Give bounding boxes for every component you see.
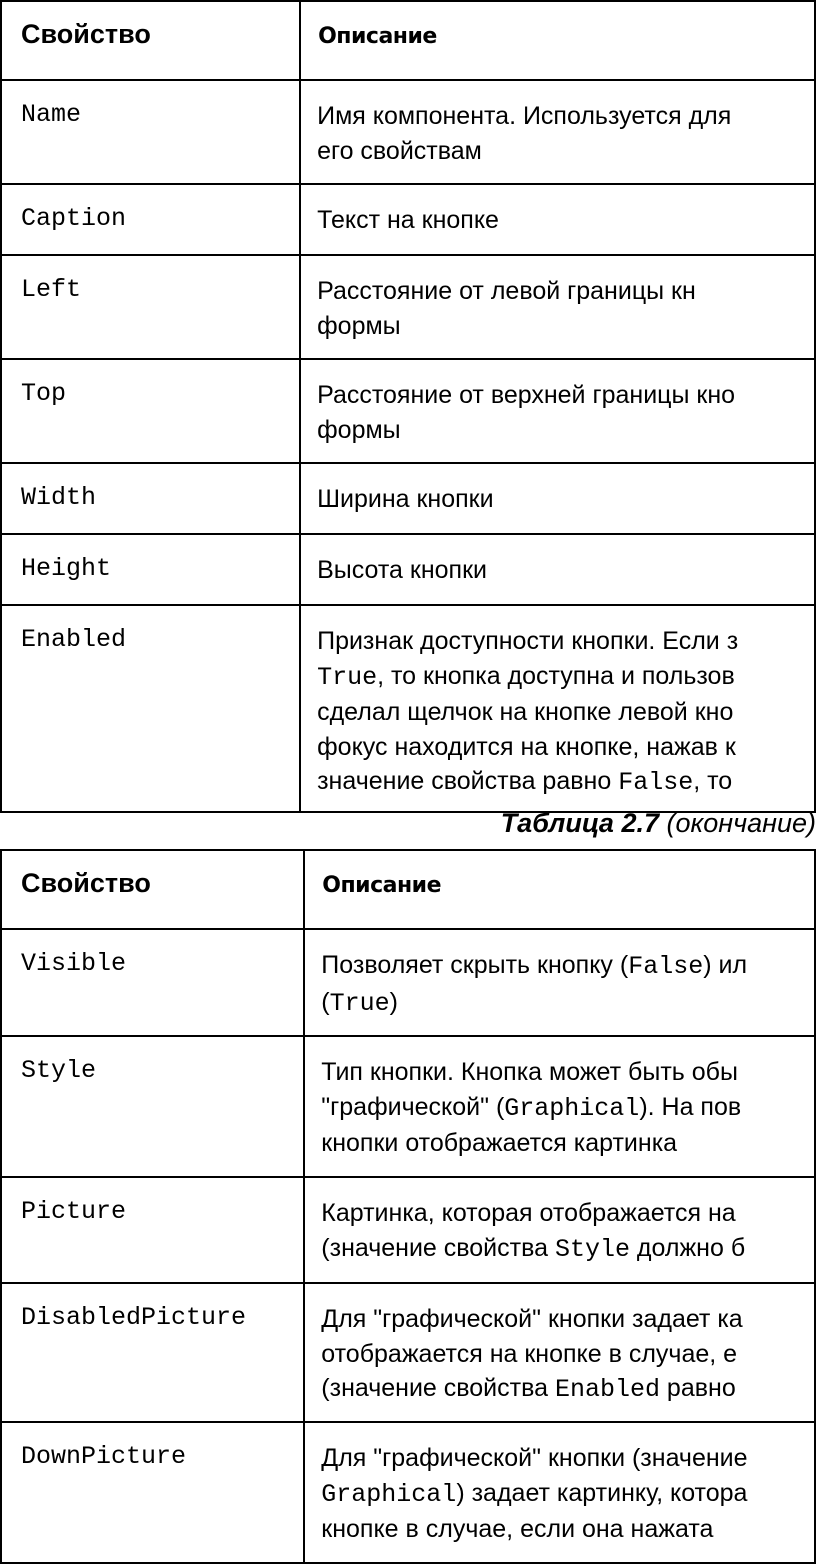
code-span: Graphical	[504, 1093, 640, 1123]
property-description	[305, 1037, 814, 1161]
property-name: Caption	[21, 204, 127, 233]
property-description	[301, 464, 814, 517]
description-line: Расстояние от левой границы кн	[317, 277, 696, 305]
property-description	[301, 535, 814, 588]
description-line: кнопке в случае, если она нажата	[321, 1515, 714, 1543]
property-description	[305, 1178, 814, 1267]
description-line: (значение свойства Enabled равно	[321, 1374, 736, 1404]
property-description	[305, 1284, 814, 1408]
table-row	[1, 1177, 815, 1283]
table-row	[1, 80, 815, 184]
property-name: DownPicture	[21, 1442, 187, 1471]
description-line: формы	[317, 311, 401, 340]
description-line: его свойствам	[317, 136, 482, 165]
table-row	[1, 534, 815, 605]
description-line: True, то кнопка доступна и пользов	[317, 661, 735, 692]
property-name: Name	[21, 100, 82, 129]
code-span: Enabled	[554, 1375, 660, 1404]
property-description	[301, 81, 814, 168]
code-span: Graphical	[321, 1479, 457, 1509]
description-line: Для "графической" кнопки (значение	[321, 1444, 748, 1472]
description-line: Признак доступности кнопки. Если з	[317, 627, 739, 655]
property-name: Visible	[21, 949, 127, 978]
description-line: Позволяет скрыть кнопку (False) ил	[321, 951, 748, 981]
description-line: фокус находится на кнопке, нажав к	[317, 732, 736, 761]
property-name: Width	[21, 483, 97, 512]
table-row	[1, 1422, 815, 1563]
property-name: Picture	[21, 1197, 127, 1226]
property-description	[301, 360, 814, 447]
properties-table-bottom	[0, 849, 816, 1564]
table-row	[1, 1283, 815, 1422]
header-description: Описание	[318, 24, 437, 49]
table-row	[1, 929, 815, 1036]
description-line: Картинка, которая отображается на	[321, 1199, 736, 1227]
description-line: сделал щелчок на кнопке левой кно	[317, 698, 734, 726]
table-row	[1, 463, 815, 534]
code-span: True	[329, 988, 390, 1018]
property-name: Left	[21, 275, 82, 304]
description-line: Расстояние от верхней границы кно	[317, 381, 736, 409]
description-line: (значение свойства Style должно б	[321, 1233, 746, 1264]
description-line: Имя компонента. Используется для	[317, 102, 732, 130]
header-property: Свойство	[21, 19, 151, 49]
description-line: Для "графической" кнопки задает ка	[321, 1305, 743, 1333]
table-row	[1, 184, 815, 255]
property-description	[301, 256, 814, 343]
property-name: Style	[21, 1056, 97, 1085]
code-span: False	[628, 952, 704, 981]
description-line: значение свойства равно False, то	[317, 767, 733, 797]
description-line: Graphical) задает картинку, котора	[321, 1478, 748, 1509]
table-header-row	[1, 850, 815, 929]
description-line: (True)	[321, 987, 398, 1018]
description-line: "графической" (Graphical). На пов	[321, 1092, 742, 1123]
table-row	[1, 605, 815, 812]
table-row	[1, 359, 815, 463]
table-row	[1, 255, 815, 359]
property-description	[301, 185, 814, 238]
description-line: Высота кнопки	[317, 556, 487, 584]
property-description	[301, 606, 814, 801]
description-line: Текст на кнопке	[317, 206, 499, 234]
table-row	[1, 1036, 815, 1177]
description-line: отображается на кнопке в случае, е	[321, 1339, 738, 1368]
description-line: Ширина кнопки	[317, 485, 494, 513]
description-line: кнопки отображается картинка	[321, 1129, 678, 1157]
property-description	[305, 930, 814, 1021]
code-span: False	[618, 768, 694, 797]
property-name: Height	[21, 554, 112, 583]
property-description	[305, 1423, 814, 1547]
description-line: формы	[317, 415, 401, 444]
table-caption: Таблица 2.7 (окончание)	[500, 808, 816, 838]
code-span: True	[317, 662, 378, 692]
table-header-row	[1, 1, 815, 80]
header-property: Свойство	[21, 868, 151, 898]
code-span: Style	[554, 1234, 630, 1264]
header-description: Описание	[322, 873, 442, 898]
property-name: Top	[21, 379, 67, 408]
property-name: Enabled	[21, 625, 127, 654]
description-line: Тип кнопки. Кнопка может быть обы	[321, 1058, 738, 1086]
property-name: DisabledPicture	[21, 1303, 247, 1332]
